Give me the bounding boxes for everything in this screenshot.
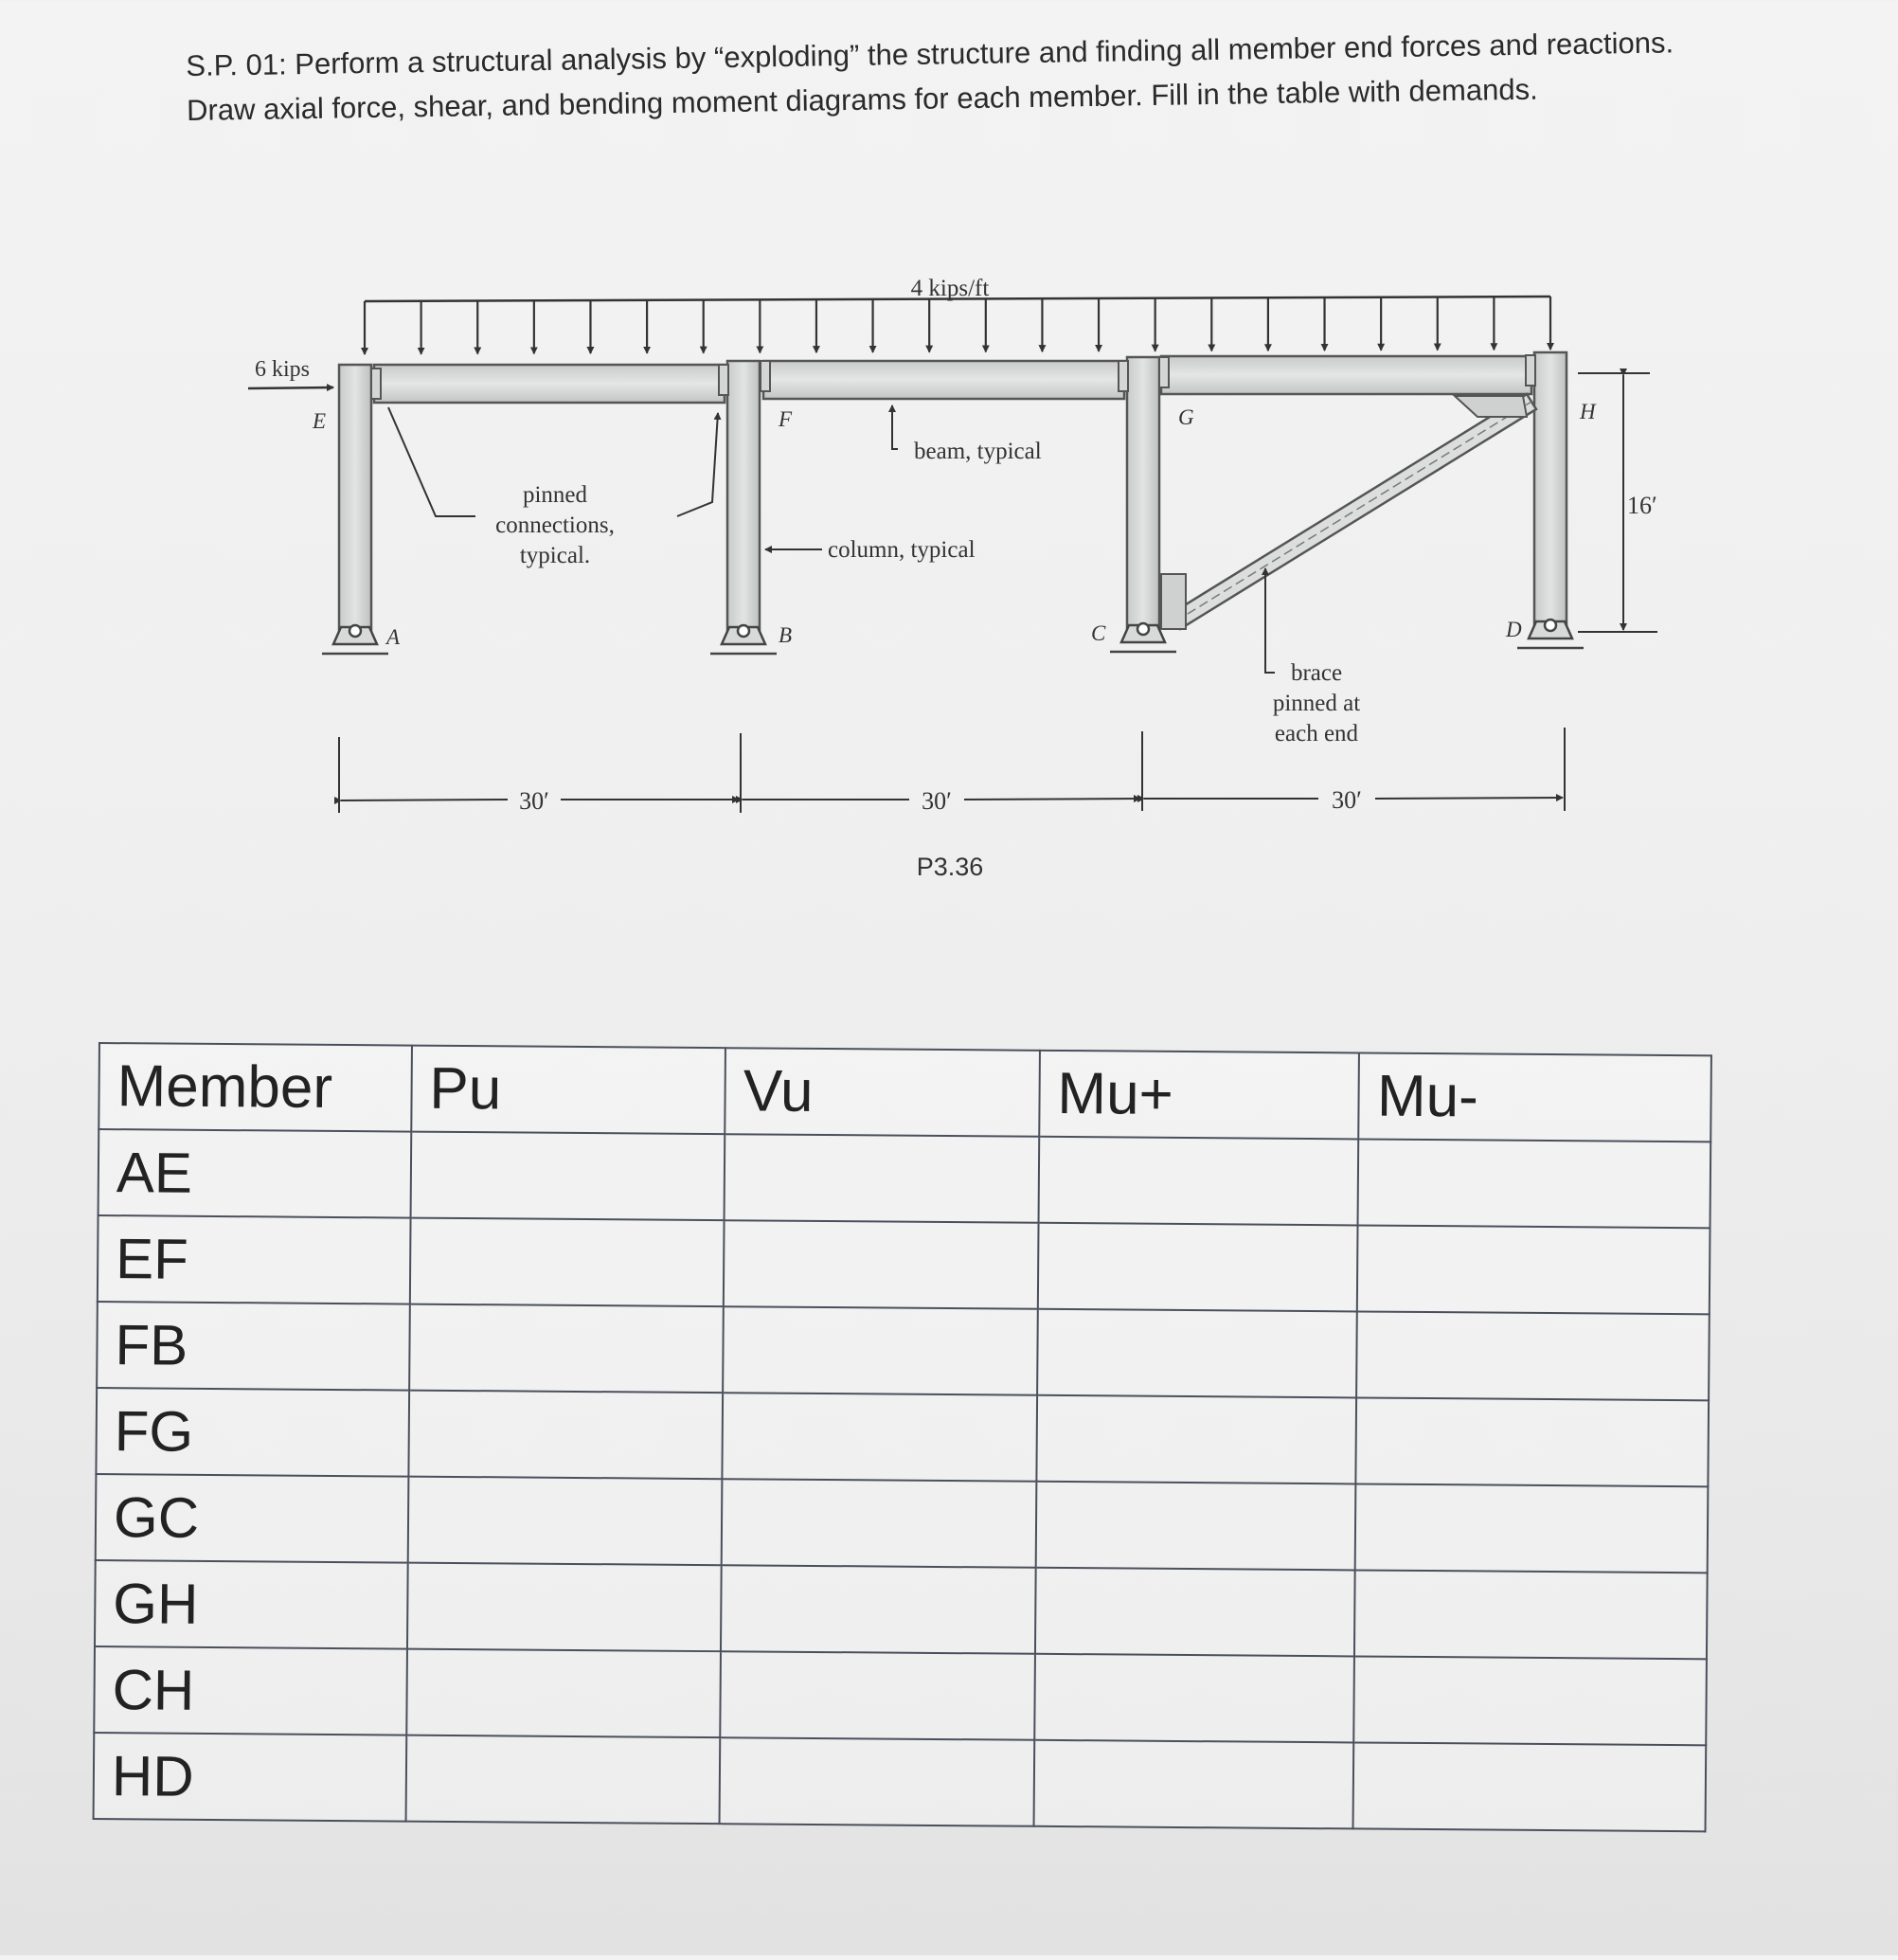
- vu-cell[interactable]: [723, 1306, 1037, 1395]
- table-row: [95, 1560, 1708, 1659]
- member-cell: FG: [96, 1388, 409, 1477]
- node-label-G: G: [1178, 405, 1194, 429]
- node-label-F: F: [779, 407, 793, 431]
- brace-CH: [1161, 394, 1536, 629]
- distributed-load-label: 4 kips/ft: [910, 276, 990, 301]
- pinned-note-2: connections,: [495, 512, 615, 538]
- header-member: Member: [98, 1043, 412, 1132]
- demand-table: [93, 1042, 1712, 1832]
- column-AE: [339, 365, 371, 639]
- header-mu-neg: Mu-: [1359, 1052, 1711, 1142]
- lateral-load: [248, 357, 333, 388]
- member-cell: GH: [95, 1560, 408, 1649]
- pu-cell[interactable]: [407, 1563, 722, 1652]
- table-row: [94, 1646, 1707, 1745]
- beams: [374, 356, 1531, 403]
- mu-neg-cell[interactable]: [1354, 1656, 1707, 1745]
- span-dimensions: [339, 728, 1565, 815]
- mu-neg-cell[interactable]: [1357, 1225, 1710, 1314]
- distributed-load: [365, 276, 1550, 354]
- mu-neg-cell[interactable]: [1358, 1139, 1710, 1228]
- column-HD: [1534, 352, 1567, 630]
- vu-cell[interactable]: [725, 1134, 1039, 1223]
- column-GC: [1127, 357, 1159, 635]
- vu-cell[interactable]: [720, 1737, 1034, 1826]
- table-row: [98, 1215, 1710, 1314]
- mu-neg-cell[interactable]: [1356, 1397, 1709, 1486]
- span-dimension-3: 30′: [1332, 786, 1362, 814]
- mu-pos-cell[interactable]: [1035, 1568, 1355, 1657]
- pu-cell[interactable]: [406, 1649, 721, 1738]
- beam-FG: [763, 361, 1124, 399]
- span-dimension-1: 30′: [519, 787, 549, 815]
- node-label-B: B: [779, 623, 793, 647]
- table-header-row: [98, 1043, 1711, 1142]
- vu-cell[interactable]: [724, 1220, 1038, 1309]
- pinned-note-1: pinned: [522, 482, 588, 508]
- table-row: [96, 1474, 1709, 1573]
- lateral-load-label: 6 kips: [254, 357, 311, 382]
- beam-GH: [1161, 356, 1531, 394]
- column-note: column, typical: [828, 537, 976, 563]
- brace-note-1: brace: [1290, 660, 1343, 686]
- member-cell: HD: [94, 1733, 407, 1822]
- table-row: [98, 1129, 1711, 1228]
- member-cell: GC: [96, 1474, 409, 1563]
- header-mu-pos: Mu+: [1039, 1051, 1359, 1140]
- member-cell: AE: [98, 1129, 412, 1218]
- member-cell: CH: [94, 1646, 407, 1735]
- brace-note-3: each end: [1274, 721, 1359, 746]
- figure-caption: P3.36: [916, 853, 984, 881]
- mu-pos-cell[interactable]: [1038, 1223, 1358, 1312]
- mu-neg-cell[interactable]: [1354, 1570, 1707, 1659]
- column-FB: [727, 361, 760, 639]
- header-pu: Pu: [411, 1046, 725, 1135]
- member-cell: FB: [97, 1302, 410, 1391]
- node-label-A: A: [386, 625, 401, 649]
- table-row: [96, 1388, 1709, 1486]
- problem-statement: S.P. 01: Perform a structural analysis by “exploding” the structure and finding all member end forces and reactions. Draw axial force, shear, and bending moment diagrams for each member. Fill in the table with demands.: [186, 26, 1674, 127]
- mu-neg-cell[interactable]: [1353, 1742, 1706, 1831]
- brace-note-2: pinned at: [1272, 691, 1361, 716]
- span-dimension-2: 30′: [922, 787, 952, 815]
- beam-EF: [374, 365, 725, 403]
- mu-pos-cell[interactable]: [1037, 1309, 1357, 1398]
- pu-cell[interactable]: [410, 1218, 725, 1307]
- table-row: [94, 1733, 1707, 1831]
- vu-cell[interactable]: [722, 1479, 1036, 1568]
- vu-cell[interactable]: [721, 1651, 1035, 1740]
- mu-pos-cell[interactable]: [1038, 1137, 1358, 1226]
- vu-cell[interactable]: [723, 1393, 1037, 1482]
- mu-neg-cell[interactable]: [1355, 1483, 1708, 1573]
- header-vu: Vu: [725, 1048, 1040, 1137]
- mu-pos-cell[interactable]: [1034, 1654, 1354, 1743]
- pu-cell[interactable]: [408, 1391, 723, 1480]
- node-label-H: H: [1580, 400, 1596, 423]
- pinned-note-3: typical.: [519, 543, 591, 568]
- node-label-D: D: [1506, 618, 1522, 641]
- mu-neg-cell[interactable]: [1357, 1311, 1710, 1400]
- table-row: [97, 1302, 1710, 1400]
- node-label-E: E: [313, 409, 327, 433]
- pin-supports: [322, 620, 1584, 654]
- pu-cell[interactable]: [410, 1132, 725, 1221]
- pu-cell[interactable]: [405, 1735, 720, 1825]
- node-label-C: C: [1091, 621, 1106, 645]
- mu-pos-cell[interactable]: [1033, 1740, 1353, 1829]
- mu-pos-cell[interactable]: [1036, 1395, 1356, 1484]
- mu-pos-cell[interactable]: [1036, 1482, 1356, 1571]
- pu-cell[interactable]: [408, 1477, 723, 1566]
- vu-cell[interactable]: [721, 1565, 1035, 1654]
- height-dimension-label: 16′: [1627, 492, 1657, 519]
- member-cell: EF: [98, 1215, 411, 1304]
- pu-cell[interactable]: [409, 1304, 724, 1394]
- beam-note: beam, typical: [914, 439, 1042, 464]
